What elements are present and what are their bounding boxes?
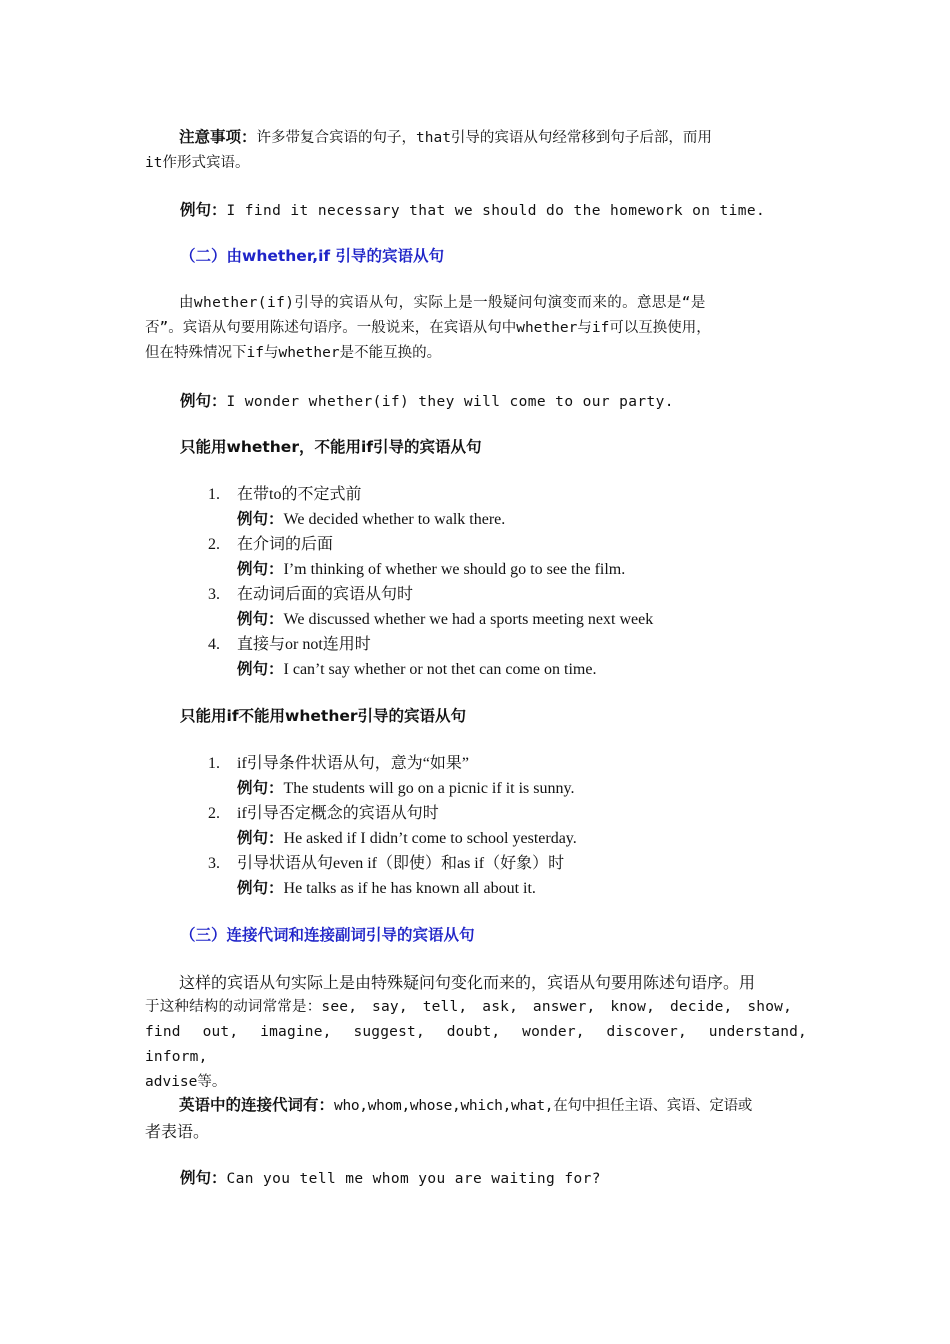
example-2-text: I wonder whether(if) they will come to our party. (226, 394, 674, 410)
section-3-line-3: find out, imagine, suggest, doubt, wonder, discover, understand, inform, (145, 1024, 807, 1065)
pronoun-label: 英语中的连接代词有： (179, 1096, 335, 1114)
list-item: 1. 在带to的不定式前 (208, 486, 362, 503)
example-2 (180, 388, 800, 415)
list-item-example: 例句：We discussed whether we had a sports meeting next week (237, 610, 654, 628)
only-if-title: 只能用if不能用whether引导的宾语从句 (180, 707, 467, 725)
list-item: 2. 在介词的后面 (208, 536, 334, 553)
example-3-text: Can you tell me whom you are waiting for? (226, 1171, 601, 1187)
list-item: 3. 引导状语从句even if（即使）和as if（好象）时 (208, 855, 565, 872)
example-label: 例句： (180, 392, 227, 410)
pronoun-line-1: who,whom,whose,which,what,在句中担任主语、宾语、定语或 (334, 1098, 752, 1114)
example-label: 例句： (180, 201, 227, 219)
pronoun-paragraph (145, 1092, 807, 1144)
section-3-paragraph (145, 970, 807, 1095)
list-item-example: 例句：I’m thinking of whether we should go to see the film. (237, 560, 626, 578)
section-3-line-4: advise等。 (145, 1074, 227, 1090)
section-3-heading: （三）连接代词和连接副词引导的宾语从句 (180, 926, 475, 944)
note-line-1: 许多带复合宾语的句子，that引导的宾语从句经常移到句子后部，而用 (256, 130, 712, 146)
list-item-example: 例句：I can’t say whether or not thet can come on time. (237, 660, 597, 678)
list-item: 3. 在动词后面的宾语从句时 (208, 586, 414, 603)
note-line-2: it作形式宾语。 (145, 155, 250, 171)
list-item-example: 例句：The students will go on a picnic if it is sunny. (237, 779, 575, 797)
list-item: 4. 直接与or not连用时 (208, 636, 371, 653)
example-label: 例句： (180, 1169, 227, 1187)
list-item-example: 例句：We decided whether to walk there. (237, 510, 506, 528)
list-item-example: 例句：He asked if I didn’t come to school yesterday. (237, 829, 577, 847)
pronoun-line-2: 者表语。 (145, 1122, 210, 1141)
note-label: 注意事项： (179, 128, 257, 146)
section-3-line-2: 于这种结构的动词常常是：see, say, tell, ask, answer, know, decide, show, (145, 999, 793, 1015)
example-1-text: I find it necessary that we should do the homework on time. (226, 203, 766, 219)
only-whether-title: 只能用whether，不能用if引导的宾语从句 (180, 438, 482, 456)
section-2-line-1: 由whether(if)引导的宾语从句，实际上是一般疑问句演变而来的。意思是“是 (179, 295, 706, 311)
example-3 (180, 1165, 800, 1192)
list-item: 2. if引导否定概念的宾语从句时 (208, 805, 439, 822)
list-item: 1. if引导条件状语从句，意为“如果” (208, 755, 469, 772)
note-paragraph (145, 124, 807, 176)
list-item-example: 例句：He talks as if he has known all about it. (237, 879, 536, 897)
section-2-line-2: 否”。宾语从句要用陈述句语序。一般说来，在宾语从句中whether与if可以互换使用， (145, 320, 711, 336)
section-3-line-1: 这样的宾语从句实际上是由特殊疑问句变化而来的，宾语从句要用陈述句语序。用 (179, 973, 756, 992)
section-2-paragraph (145, 291, 807, 366)
section-2-line-3: 但在特殊情况下if与whether是不能互换的。 (145, 345, 442, 361)
example-1 (180, 197, 800, 224)
section-2-heading: （二）由whether,if 引导的宾语从句 (180, 247, 445, 265)
